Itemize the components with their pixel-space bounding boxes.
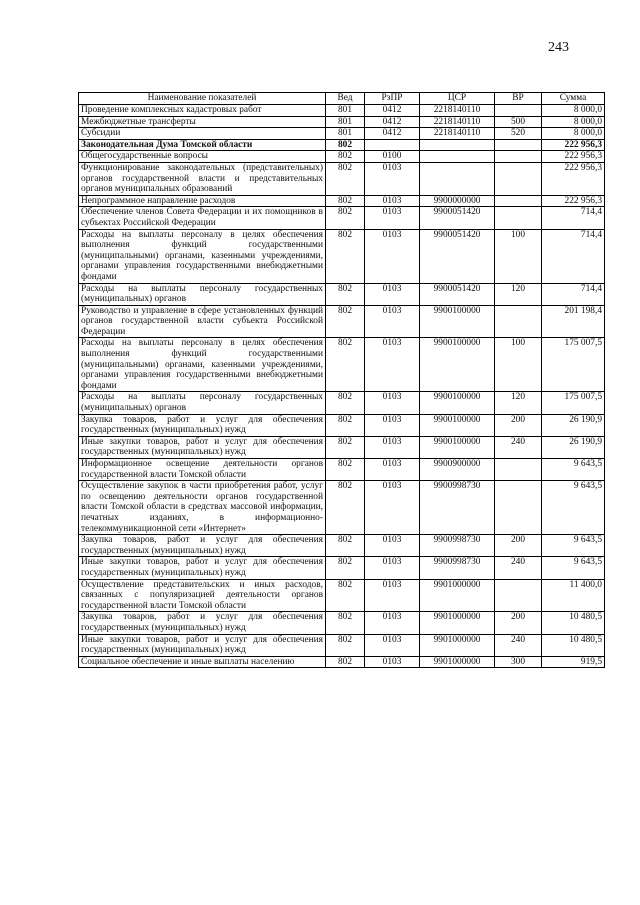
cell-name: Руководство и управление в сфере установленных функций органов государственной власти субъекта Российской Федерации [79,305,326,338]
cell-rzpr: 0103 [365,557,420,579]
cell-name: Осуществление закупок в части приобретения работ, услуг по освещению деятельности органов государственной власти Томской области в средствах массовой информации, печатных изданиях, в информационно-телекоммуникационной сети «Интернет» [79,481,326,535]
cell-rzpr: 0103 [365,656,420,668]
cell-vr: 100 [495,229,542,283]
cell-rzpr: 0103 [365,338,420,392]
cell-csr: 2218140110 [420,105,495,117]
table-row [79,195,605,207]
cell-ved: 801 [326,105,365,117]
cell-csr: 9900998730 [420,557,495,579]
cell-rzpr: 0100 [365,151,420,163]
cell-ved: 802 [326,459,365,481]
cell-name: Межбюджетные трансферты [79,116,326,128]
cell-vr: 240 [495,634,542,656]
cell-vr [495,481,542,535]
cell-csr: 2218140110 [420,116,495,128]
cell-ved: 802 [326,338,365,392]
cell-sum: 714,4 [542,283,605,305]
cell-sum: 11 400,0 [542,579,605,612]
cell-ved: 801 [326,116,365,128]
cell-ved: 802 [326,151,365,163]
cell-sum: 26 190,9 [542,414,605,436]
cell-sum: 26 190,9 [542,436,605,458]
cell-name: Расходы на выплаты персоналу в целях обеспечения выполнения функций государственными (муниципальными) органами, казенными учреждениями, органами управления государственными внебюджетными фондами [79,338,326,392]
header-sum: Сумма [542,93,605,105]
cell-csr: 9900051420 [420,207,495,229]
cell-vr: 300 [495,656,542,668]
cell-rzpr: 0103 [365,436,420,458]
cell-sum: 8 000,0 [542,105,605,117]
cell-rzpr: 0103 [365,459,420,481]
cell-ved: 802 [326,162,365,195]
cell-ved: 802 [326,612,365,634]
cell-sum: 9 643,5 [542,557,605,579]
cell-rzpr: 0412 [365,105,420,117]
table-row [79,535,605,557]
cell-csr: 9900998730 [420,481,495,535]
cell-vr: 120 [495,283,542,305]
budget-table [78,92,605,668]
cell-ved: 802 [326,305,365,338]
cell-name: Проведение комплексных кадастровых работ [79,105,326,117]
cell-ved: 802 [326,139,365,151]
cell-csr: 9900100000 [420,392,495,414]
cell-vr [495,162,542,195]
cell-rzpr: 0103 [365,612,420,634]
cell-vr: 200 [495,612,542,634]
cell-name: Функционирование законодательных (представительных) органов государственной власти и представительных органов муниципальных образований [79,162,326,195]
cell-sum: 9 643,5 [542,459,605,481]
table-row [79,414,605,436]
cell-ved: 802 [326,414,365,436]
cell-name: Социальное обеспечение и иные выплаты населению [79,656,326,668]
table-row [79,459,605,481]
table-row [79,128,605,140]
cell-ved: 802 [326,656,365,668]
cell-csr: 9901000000 [420,656,495,668]
cell-vr: 240 [495,436,542,458]
header-csr: ЦСР [420,93,495,105]
cell-csr [420,162,495,195]
cell-rzpr: 0103 [365,162,420,195]
header-rzpr: РзПР [365,93,420,105]
cell-csr: 9901000000 [420,579,495,612]
cell-vr [495,105,542,117]
cell-sum: 9 643,5 [542,535,605,557]
cell-vr [495,139,542,151]
cell-sum: 8 000,0 [542,128,605,140]
cell-ved: 802 [326,535,365,557]
cell-vr [495,195,542,207]
cell-ved: 802 [326,195,365,207]
table-row [79,105,605,117]
cell-vr: 120 [495,392,542,414]
cell-csr: 9900998730 [420,535,495,557]
cell-sum: 919,5 [542,656,605,668]
table-row [79,162,605,195]
cell-vr [495,151,542,163]
cell-sum: 10 480,5 [542,612,605,634]
header-vr: ВР [495,93,542,105]
cell-csr [420,139,495,151]
page-number: 243 [548,40,569,55]
cell-name: Общегосударственные вопросы [79,151,326,163]
cell-ved: 802 [326,579,365,612]
cell-sum: 175 007,5 [542,338,605,392]
cell-sum: 201 198,4 [542,305,605,338]
cell-rzpr: 0103 [365,392,420,414]
cell-csr: 9901000000 [420,634,495,656]
cell-sum: 10 480,5 [542,634,605,656]
cell-rzpr: 0103 [365,535,420,557]
cell-sum: 714,4 [542,207,605,229]
cell-csr [420,151,495,163]
table-row [79,151,605,163]
cell-csr: 9900100000 [420,414,495,436]
cell-rzpr: 0103 [365,634,420,656]
cell-name: Расходы на выплаты персоналу государственных (муниципальных) органов [79,392,326,414]
table-row [79,116,605,128]
header-ved: Вед [326,93,365,105]
table-header-row [79,93,605,105]
cell-ved: 802 [326,634,365,656]
cell-sum: 714,4 [542,229,605,283]
table-row [79,656,605,668]
table-row [79,557,605,579]
table-row [79,139,605,151]
table-row [79,481,605,535]
table-row [79,229,605,283]
cell-rzpr: 0103 [365,414,420,436]
cell-name: Иные закупки товаров, работ и услуг для обеспечения государственных (муниципальных) нужд [79,557,326,579]
cell-csr: 9900100000 [420,305,495,338]
table-row [79,283,605,305]
cell-ved: 802 [326,392,365,414]
table-row [79,305,605,338]
cell-rzpr: 0103 [365,579,420,612]
cell-vr [495,459,542,481]
cell-ved: 801 [326,128,365,140]
cell-ved: 802 [326,481,365,535]
cell-name: Законодательная Дума Томской области [79,139,326,151]
cell-name: Закупка товаров, работ и услуг для обеспечения государственных (муниципальных) нужд [79,414,326,436]
table-row [79,436,605,458]
cell-name: Расходы на выплаты персоналу государственных (муниципальных) органов [79,283,326,305]
cell-sum: 9 643,5 [542,481,605,535]
cell-sum: 222 956,3 [542,162,605,195]
cell-vr [495,207,542,229]
cell-vr: 240 [495,557,542,579]
cell-name: Закупка товаров, работ и услуг для обеспечения государственных (муниципальных) нужд [79,535,326,557]
cell-name: Обеспечение членов Совета Федерации и их помощников в субъектах Российской Федерации [79,207,326,229]
cell-vr: 500 [495,116,542,128]
cell-vr [495,305,542,338]
header-name: Наименование показателей [79,93,326,105]
cell-name: Иные закупки товаров, работ и услуг для обеспечения государственных (муниципальных) нужд [79,634,326,656]
cell-vr: 520 [495,128,542,140]
table-row [79,579,605,612]
cell-rzpr: 0103 [365,229,420,283]
table-row [79,207,605,229]
cell-sum: 175 007,5 [542,392,605,414]
cell-rzpr: 0103 [365,207,420,229]
cell-csr: 9900000000 [420,195,495,207]
cell-rzpr: 0412 [365,128,420,140]
cell-name: Закупка товаров, работ и услуг для обеспечения государственных (муниципальных) нужд [79,612,326,634]
cell-csr: 9900051420 [420,283,495,305]
cell-ved: 802 [326,283,365,305]
cell-vr: 200 [495,535,542,557]
cell-csr: 9901000000 [420,612,495,634]
cell-name: Иные закупки товаров, работ и услуг для обеспечения государственных (муниципальных) нужд [79,436,326,458]
cell-rzpr: 0103 [365,305,420,338]
table-row [79,612,605,634]
cell-rzpr: 0412 [365,116,420,128]
table-row [79,392,605,414]
cell-csr: 9900100000 [420,338,495,392]
cell-name: Информационное освещение деятельности органов государственной власти Томской области [79,459,326,481]
cell-ved: 802 [326,207,365,229]
cell-csr: 2218140110 [420,128,495,140]
cell-sum: 222 956,3 [542,195,605,207]
cell-sum: 8 000,0 [542,116,605,128]
cell-csr: 9900051420 [420,229,495,283]
cell-ved: 802 [326,229,365,283]
table-row [79,634,605,656]
cell-ved: 802 [326,557,365,579]
cell-name: Субсидии [79,128,326,140]
cell-name: Непрограммное направление расходов [79,195,326,207]
cell-csr: 9900100000 [420,436,495,458]
cell-vr: 100 [495,338,542,392]
cell-name: Осуществление представительских и иных расходов, связанных с популяризацией деятельности органов государственной власти Томской области [79,579,326,612]
table-row [79,338,605,392]
cell-sum: 222 956,3 [542,139,605,151]
cell-csr: 9900900000 [420,459,495,481]
cell-rzpr: 0103 [365,481,420,535]
cell-name: Расходы на выплаты персоналу в целях обеспечения выполнения функций государственными (муниципальными) органами, казенными учреждениями, органами управления государственными внебюджетными фондами [79,229,326,283]
cell-vr [495,579,542,612]
cell-sum: 222 956,3 [542,151,605,163]
cell-rzpr [365,139,420,151]
cell-vr: 200 [495,414,542,436]
cell-ved: 802 [326,436,365,458]
cell-rzpr: 0103 [365,283,420,305]
cell-rzpr: 0103 [365,195,420,207]
